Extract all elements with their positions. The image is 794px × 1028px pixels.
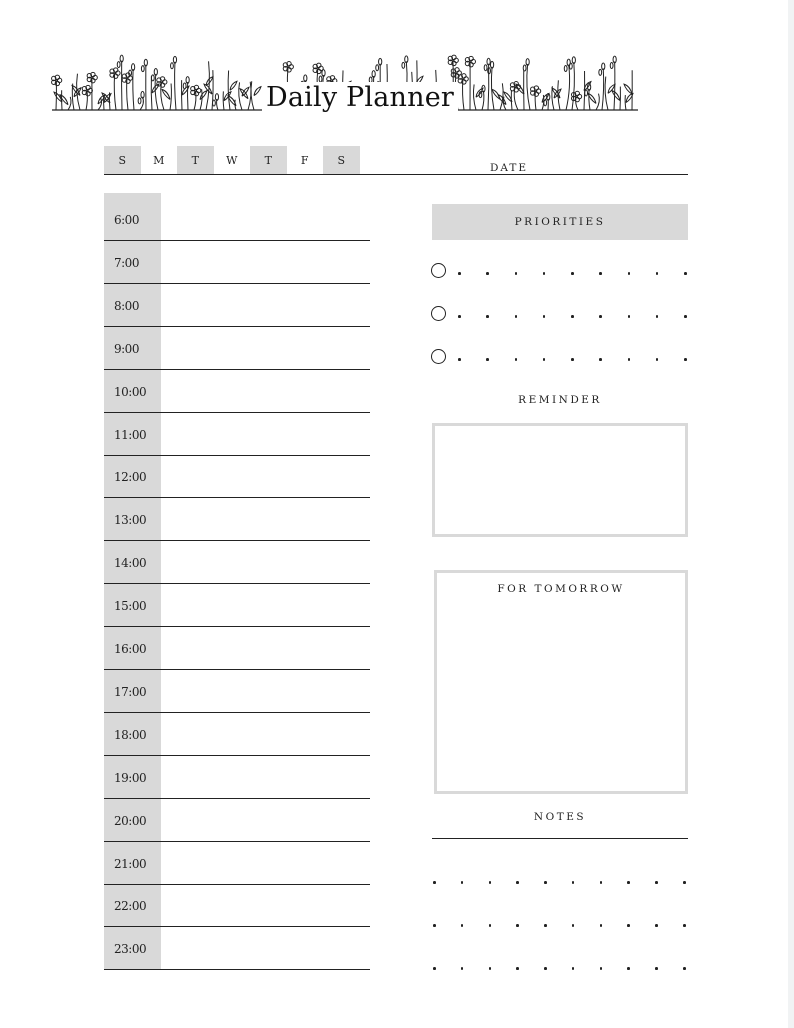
date-label: DATE — [490, 162, 529, 174]
time-slot[interactable] — [104, 454, 370, 498]
time-slot[interactable] — [104, 412, 370, 456]
dot-guide — [628, 358, 631, 361]
priority-item — [430, 306, 690, 326]
dot-guide — [486, 272, 489, 275]
dot-guide — [458, 358, 461, 361]
time-slot[interactable] — [104, 669, 370, 713]
time-slot[interactable] — [104, 583, 370, 627]
time-label: 22:00 — [114, 899, 147, 914]
time-label: 8:00 — [114, 298, 139, 313]
dot-guide — [599, 315, 602, 318]
dot-guide — [486, 315, 489, 318]
time-label: 9:00 — [114, 341, 139, 356]
reminder-label: REMINDER — [518, 394, 602, 406]
time-slot[interactable] — [104, 883, 370, 927]
dot-guide — [683, 881, 686, 884]
priorities-label: PRIORITIES — [514, 216, 606, 228]
priority-dotted-line[interactable] — [452, 263, 690, 283]
dot-guide — [599, 272, 602, 275]
page-title: Daily Planner — [262, 82, 458, 113]
dot-guide — [684, 272, 687, 275]
dot-guide — [515, 315, 518, 318]
dot-guide — [544, 967, 547, 970]
time-slot[interactable] — [104, 497, 370, 541]
notes-dotted-line — [432, 872, 688, 882]
weekday-1[interactable]: M — [153, 154, 165, 167]
dot-guide — [627, 881, 630, 884]
dot-guide — [516, 924, 519, 927]
time-slot[interactable] — [104, 283, 370, 327]
priority-checkbox[interactable] — [431, 263, 446, 278]
time-slot[interactable] — [104, 240, 370, 284]
dot-guide — [628, 315, 631, 318]
time-label: 20:00 — [114, 813, 147, 828]
dot-guide — [433, 881, 436, 884]
time-label: 16:00 — [114, 642, 147, 656]
priority-item — [430, 263, 690, 283]
dot-guide — [572, 881, 575, 884]
dot-guide — [656, 315, 659, 318]
dot-guide — [461, 924, 464, 927]
time-slot[interactable] — [104, 841, 370, 885]
dot-guide — [572, 924, 575, 927]
dot-guide — [544, 881, 547, 884]
date-field[interactable] — [104, 174, 688, 175]
time-slot[interactable] — [104, 369, 370, 413]
reminder-box[interactable] — [432, 423, 688, 537]
dot-guide — [489, 924, 492, 927]
notes-dotted-line — [432, 915, 688, 925]
time-label: 17:00 — [114, 684, 147, 699]
weekday-3[interactable]: W — [226, 154, 238, 167]
time-label: 10:00 — [114, 384, 147, 399]
dot-guide — [683, 967, 686, 970]
time-label: 15:00 — [114, 599, 147, 614]
time-label: 13:00 — [114, 513, 147, 528]
dot-guide — [433, 967, 436, 970]
time-slot[interactable] — [104, 798, 370, 842]
time-label: 11:00 — [114, 427, 147, 442]
dot-guide — [599, 358, 602, 361]
dot-guide — [516, 967, 519, 970]
time-label: 19:00 — [114, 770, 147, 785]
dot-guide — [543, 315, 546, 318]
time-label: 18:00 — [114, 727, 147, 742]
priority-item — [430, 349, 690, 369]
time-slot[interactable] — [104, 540, 370, 584]
notes-label: NOTES — [533, 811, 587, 823]
weekday-6[interactable]: S — [323, 146, 360, 175]
time-label: 6:00 — [114, 213, 139, 227]
dot-guide — [684, 358, 687, 361]
dot-guide — [461, 967, 464, 970]
dot-guide — [571, 315, 574, 318]
dot-guide — [683, 924, 686, 927]
dot-guide — [458, 272, 461, 275]
weekday-4[interactable]: T — [250, 146, 287, 175]
dot-guide — [458, 315, 461, 318]
priority-dotted-line[interactable] — [452, 349, 690, 369]
time-slot[interactable] — [104, 326, 370, 370]
dot-guide — [571, 272, 574, 275]
weekday-2[interactable]: T — [177, 146, 214, 175]
time-label: 12:00 — [114, 470, 147, 485]
dot-guide — [461, 881, 464, 884]
dot-guide — [486, 358, 489, 361]
dot-guide — [655, 924, 658, 927]
dot-guide — [628, 272, 631, 275]
weekday-0[interactable]: S — [104, 146, 141, 175]
notes-divider — [432, 838, 688, 839]
dot-guide — [627, 967, 630, 970]
dot-guide — [656, 272, 659, 275]
weekday-5[interactable]: F — [300, 154, 309, 167]
dot-guide — [489, 881, 492, 884]
time-label: 21:00 — [114, 856, 147, 871]
priority-dotted-line[interactable] — [452, 306, 690, 326]
for-tomorrow-box[interactable] — [434, 570, 688, 794]
dot-guide — [515, 358, 518, 361]
priority-checkbox[interactable] — [431, 306, 446, 321]
dot-guide — [627, 924, 630, 927]
dot-guide — [572, 967, 575, 970]
notes-dotted-line — [432, 958, 688, 968]
time-slot[interactable] — [104, 712, 370, 756]
dot-guide — [543, 272, 546, 275]
dot-guide — [655, 967, 658, 970]
dot-guide — [655, 881, 658, 884]
dot-guide — [515, 272, 518, 275]
dot-guide — [433, 924, 436, 927]
priority-checkbox[interactable] — [431, 349, 446, 364]
dot-guide — [571, 358, 574, 361]
for-tomorrow-label: FOR TOMORROW — [497, 583, 625, 595]
dot-guide — [600, 967, 603, 970]
time-label: 23:00 — [114, 942, 147, 957]
page-edge — [788, 0, 794, 1028]
dot-guide — [684, 315, 687, 318]
dot-guide — [543, 358, 546, 361]
time-slot[interactable] — [104, 755, 370, 799]
time-label: 14:00 — [114, 556, 147, 571]
time-slot[interactable] — [104, 926, 370, 970]
dot-guide — [656, 358, 659, 361]
dot-guide — [600, 881, 603, 884]
weekday-selector — [104, 146, 360, 175]
time-label: 7:00 — [114, 255, 139, 270]
dot-guide — [489, 967, 492, 970]
dot-guide — [600, 924, 603, 927]
priorities-header — [432, 204, 688, 240]
dot-guide — [544, 924, 547, 927]
dot-guide — [516, 881, 519, 884]
time-slot[interactable] — [104, 197, 370, 241]
time-slot[interactable] — [104, 626, 370, 670]
